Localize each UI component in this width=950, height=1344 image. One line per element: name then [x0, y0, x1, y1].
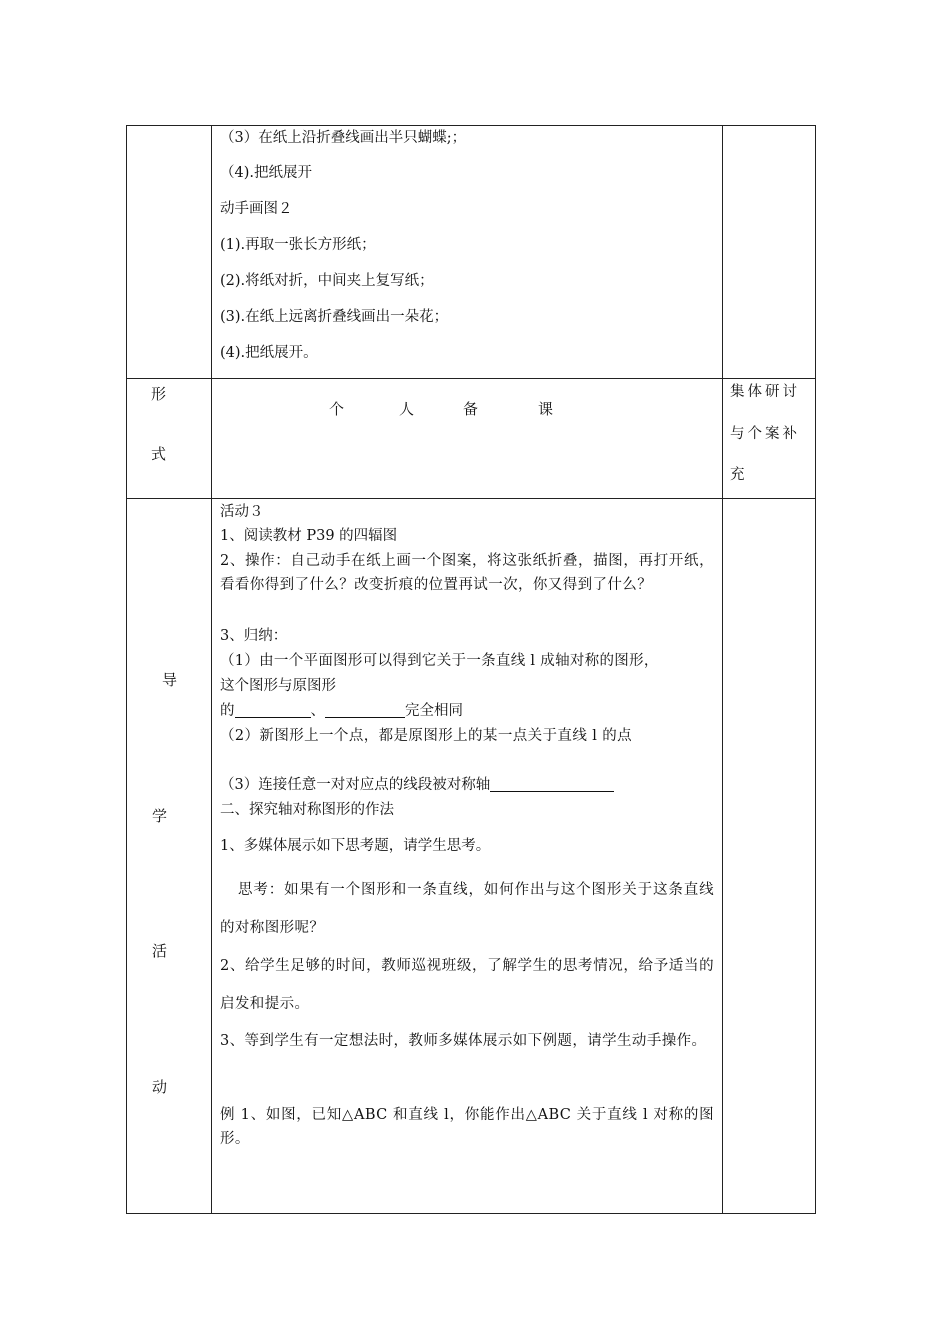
- personal-prep-char-3: 备: [463, 400, 479, 418]
- top-line-2: （4).把纸展开: [220, 165, 312, 181]
- form-label-char-2: 式: [151, 445, 167, 463]
- section-2-title: 二、探究轴对称图形的作法: [220, 802, 394, 818]
- section-2-item-3: 3、等到学生有一定想法时，教师多媒体展示如下例题，请学生动手操作。: [220, 1033, 707, 1049]
- top-line-6: (3).在纸上远离折叠线画出一朵花；: [220, 309, 449, 325]
- group-research-line-2: 与个案补: [730, 426, 800, 442]
- group-research-line-1: 集体研讨: [730, 384, 800, 400]
- top-line-3: 动手画图２: [220, 201, 293, 217]
- section-2-thinking-question: 思考：如果有一个图形和一条直线，如何作出与这个图形关于这条直线的对称图形呢？: [220, 882, 714, 936]
- summary-point-1-separator: 、: [310, 703, 325, 719]
- section-2-item-1: 1、多媒体展示如下思考题，请学生思考。: [220, 838, 491, 854]
- summary-point-1-prefix: 的: [220, 703, 235, 719]
- summary-point-3: [220, 773, 614, 797]
- personal-prep-char-4: 课: [538, 400, 554, 418]
- summary-point-1-line-2: 这个图形与原图形: [220, 678, 336, 694]
- table-border-bottom: [126, 1213, 816, 1214]
- summary-point-3-text: （3）连接任意一对对应点的线段被对称轴: [220, 777, 491, 793]
- table-border-right: [815, 125, 816, 1214]
- personal-prep-char-2: 人: [399, 400, 415, 418]
- summary-point-1-line-1: （1）由一个平面图形可以得到它关于一条直线 l 成轴对称的图形，: [220, 653, 659, 669]
- activity-item-1: 1、阅读教材 P39 的四辐图: [220, 528, 398, 544]
- guided-activity-char-3: 活: [152, 942, 168, 960]
- group-research-line-3: 充: [730, 467, 745, 483]
- section-2-item-2: 2、给学生足够的时间，教师巡视班级，了解学生的思考情况，给予适当的启发和提示。: [220, 958, 714, 1012]
- table-border-left: [126, 125, 127, 1214]
- row-divider-1: [126, 378, 816, 379]
- personal-prep-char-1: 个: [329, 400, 345, 418]
- row-divider-2: [126, 498, 816, 499]
- top-line-4: (1).再取一张长方形纸；: [220, 237, 376, 253]
- activity-title: 活动３: [220, 504, 264, 520]
- guided-activity-char-1: 导: [162, 671, 178, 689]
- fill-blank-1[interactable]: [235, 701, 311, 718]
- example-1: 例 1、如图，已知△ABC 和直线 l，你能作出△ABC 关于直线 l 对称的图形。: [220, 1107, 714, 1147]
- form-label-char-1: 形: [151, 385, 167, 403]
- column-divider-2: [722, 125, 723, 1214]
- fill-blank-3[interactable]: [490, 775, 614, 792]
- guided-activity-char-2: 学: [152, 807, 168, 825]
- top-line-7: (4).把纸展开。: [220, 345, 318, 361]
- fill-blank-2[interactable]: [325, 701, 405, 718]
- top-line-5: (2).将纸对折，中间夹上复写纸；: [220, 273, 434, 289]
- summary-point-2: （2）新图形上一个点，都是原图形上的某一点关于直线 l 的点: [220, 728, 633, 744]
- activity-item-3: 3、归纳：: [220, 628, 288, 644]
- guided-activity-char-4: 动: [152, 1078, 168, 1096]
- top-line-1: （3）在纸上沿折叠线画出半只蝴蝶;；: [220, 130, 467, 146]
- summary-point-1-suffix: 完全相同: [405, 703, 463, 719]
- summary-point-1-line-3: [220, 699, 463, 723]
- column-divider-1: [211, 125, 212, 1214]
- activity-item-2: 2、操作：自己动手在纸上画一个图案，将这张纸折叠，描图，再打开纸，看看你得到了什么？改变折痕的位置再试一次，你又得到了什么？: [220, 553, 714, 593]
